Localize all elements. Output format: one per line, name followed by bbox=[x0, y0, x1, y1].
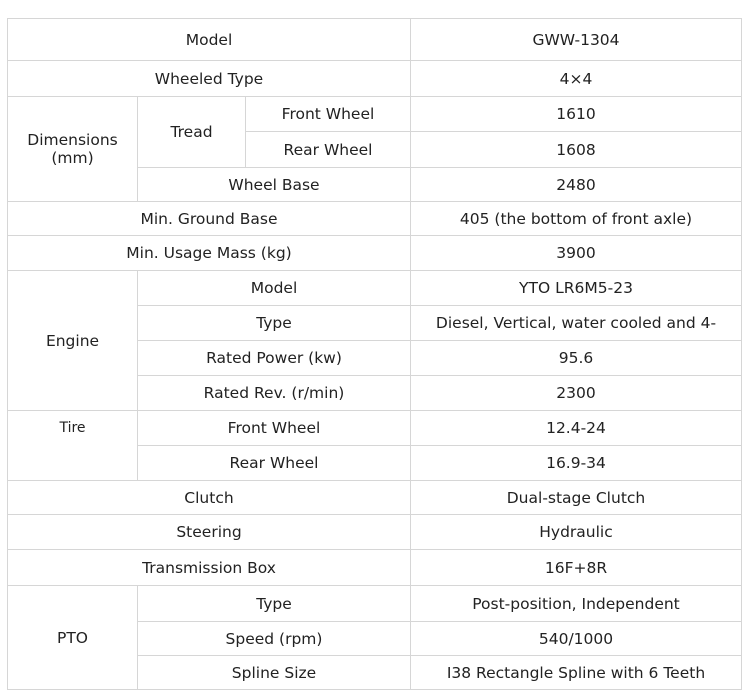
pto-spline-label: Spline Size bbox=[138, 656, 411, 690]
row-tread-front bbox=[8, 97, 742, 132]
rated-rev-label: Rated Rev. (r/min) bbox=[138, 376, 411, 411]
rated-power-label: Rated Power (kw) bbox=[138, 341, 411, 376]
wheel-base-value: 2480 bbox=[411, 168, 742, 202]
tire-rear-value: 16.9-34 bbox=[411, 446, 742, 481]
model-value: GWW-1304 bbox=[411, 19, 742, 61]
engine-model-value: YTO LR6M5-23 bbox=[411, 271, 742, 306]
engine-model-label: Model bbox=[138, 271, 411, 306]
pto-speed-label: Speed (rpm) bbox=[138, 622, 411, 656]
tread-label: Tread bbox=[138, 97, 246, 168]
pto-speed-value: 540/1000 bbox=[411, 622, 742, 656]
wheeled-type-value: 4×4 bbox=[411, 61, 742, 97]
engine-label: Engine bbox=[8, 271, 138, 411]
tread-front-label: Front Wheel bbox=[246, 97, 411, 132]
row-clutch bbox=[8, 481, 742, 515]
rated-rev-value: 2300 bbox=[411, 376, 742, 411]
row-model bbox=[8, 19, 742, 61]
pto-type-value: Post-position, Independent bbox=[411, 586, 742, 622]
rated-power-value: 95.6 bbox=[411, 341, 742, 376]
tire-front-label: Front Wheel bbox=[138, 411, 411, 446]
wheel-base-label: Wheel Base bbox=[138, 168, 411, 202]
row-min-ground-base bbox=[8, 202, 742, 236]
steering-value: Hydraulic bbox=[411, 515, 742, 550]
dimensions-label-line2: (mm) bbox=[51, 149, 94, 167]
engine-type-label: Type bbox=[138, 306, 411, 341]
row-pto-type bbox=[8, 586, 742, 622]
row-tire-front bbox=[8, 411, 742, 446]
steering-label: Steering bbox=[8, 515, 411, 550]
min-usage-mass-value: 3900 bbox=[411, 236, 742, 271]
spec-table bbox=[7, 18, 742, 690]
tread-front-value: 1610 bbox=[411, 97, 742, 132]
tire-rear-label: Rear Wheel bbox=[138, 446, 411, 481]
dimensions-label-line1: Dimensions bbox=[27, 131, 118, 149]
row-min-usage-mass bbox=[8, 236, 742, 271]
row-wheeled-type bbox=[8, 61, 742, 97]
wheeled-type-label: Wheeled Type bbox=[8, 61, 411, 97]
pto-type-label: Type bbox=[138, 586, 411, 622]
row-steering bbox=[8, 515, 742, 550]
min-usage-mass-label: Min. Usage Mass (kg) bbox=[8, 236, 411, 271]
model-label: Model bbox=[8, 19, 411, 61]
transmission-box-label: Transmission Box bbox=[8, 550, 411, 586]
tire-label: Tire bbox=[8, 411, 138, 481]
min-ground-base-label: Min. Ground Base bbox=[8, 202, 411, 236]
clutch-label: Clutch bbox=[8, 481, 411, 515]
transmission-box-value: 16F+8R bbox=[411, 550, 742, 586]
tread-rear-value: 1608 bbox=[411, 132, 742, 168]
pto-spline-value: I38 Rectangle Spline with 6 Teeth bbox=[411, 656, 742, 690]
min-ground-base-value: 405 (the bottom of front axle) bbox=[411, 202, 742, 236]
row-engine-model bbox=[8, 271, 742, 306]
tire-front-value: 12.4-24 bbox=[411, 411, 742, 446]
tread-rear-label: Rear Wheel bbox=[246, 132, 411, 168]
dimensions-label bbox=[8, 97, 138, 202]
row-transmission-box bbox=[8, 550, 742, 586]
pto-label: PTO bbox=[8, 586, 138, 690]
engine-type-value: Diesel, Vertical, water cooled and 4- bbox=[411, 306, 742, 341]
clutch-value: Dual-stage Clutch bbox=[411, 481, 742, 515]
